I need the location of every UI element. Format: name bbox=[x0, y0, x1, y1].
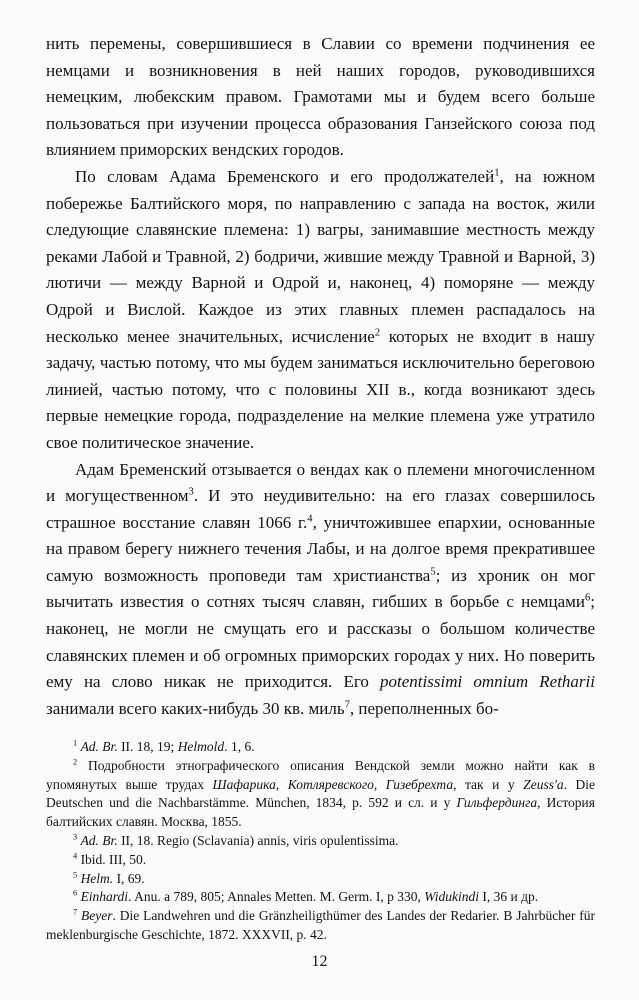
footnote-marker: 2 bbox=[73, 757, 78, 767]
footnote: $^7$ Beyer. Die Landwehren und die Gränzheiligthümer des Landes der Redarier. В Jahrbücher für meklenburgische Geschichte, 1872. XXXVII, p. 42. bbox=[46, 907, 596, 942]
footnote-marker: 5 bbox=[73, 870, 78, 880]
footnote-marker: 5 bbox=[430, 566, 436, 578]
footnote-marker: 2 bbox=[374, 326, 381, 338]
footnote-marker: 7 bbox=[344, 699, 350, 711]
footnote-marker: 3 bbox=[188, 486, 194, 498]
paragraph: По словам Адама Бременского и его продолжателей$^1$, на южном побережье Балтийского моря, по направлению с запада на восток, жили следующие славянские племена: 1) вагры, занимавшие местность между реками Лабой и Травной, 2) бодричи, жившие между Травной и Варной, 3) лютичи — между Варной и Одрой и, наконец, 4) поморяне — между Одрой и Вислой. Каждое из этих главных племен распадалось на несколько менее значительных, исчисление$^2$ которых не входит в нашу задачу, частью потому, что мы будем заниматься исключительно береговою линией, частью потому, что с половины XII в., когда возникают здесь первые немецкие города, подразделение на мелкие племена уже утратило свое политическое значение. bbox=[46, 166, 596, 452]
body-text bbox=[46, 31, 595, 722]
footnote-marker: 6 bbox=[73, 888, 78, 898]
footnote: $^1$ Ad. Br. II. 18, 19; Helmold. 1, 6. bbox=[73, 738, 255, 754]
footnote: $^3$ Ad. Br. II, 18. Regio (Sclavania) annis, viris opulentissima. bbox=[73, 832, 399, 848]
footnote: $^5$ Helm. I, 69. bbox=[73, 870, 145, 886]
footnote-marker: 7 bbox=[73, 907, 78, 917]
footnotes-section bbox=[46, 738, 595, 945]
footnote-marker: 4 bbox=[307, 513, 313, 525]
footnote: $^4$ Ibid. III, 50. bbox=[73, 851, 147, 867]
paragraph: нить перемены, совершившиеся в Славии со времени подчинения ее немцами и возникновения в ней наших городов, руководившихся немецким, любекским правом. Грамотами мы и будем всего больше пользоваться при изучении процесса образования Ганзейского союза под влиянием приморских вендских городов. bbox=[46, 34, 595, 160]
page-number: 12 bbox=[311, 953, 328, 970]
footnote-marker: 4 bbox=[73, 851, 78, 861]
footnote-marker: 1 bbox=[73, 738, 78, 748]
paragraph: Адам Бременский отзывается о вендах как о племени многочисленном и могущественном$^3$. И это неудивительно: на его глазах совершилось страшное восстание славян 1066 г.$^4$, уничтожившее епархии, основанные на правом берегу нижнего течения Лабы, и на долгое время прекратившее самую возможность проповеди там христианства$^5$; из хроник он мог вычитать известия о сотнях тысяч славян, гибших в борьбе с немцами$^6$; наконец, не могли не смущать его и рассказы о большом количестве славянских племен и об огромных приморских городах у них. Но поверить ему на слово никак не приходится. Его potentissimi omnium Retharii занимали всего каких-нибудь 30 кв. миль$^7$, переполненных бо- bbox=[46, 459, 595, 718]
footnote-marker: 3 bbox=[73, 832, 78, 842]
footnote-marker: 1 bbox=[494, 167, 500, 179]
footnote: $^6$ Einhardi. Anu. a 789, 805; Annales Metten. M. Germ. I, p 330, Widukindi I, 36 и др. bbox=[73, 888, 539, 905]
footnote: $^2$ Подробности этнографического описания Вендской земли можно найти как в упомянутых выше трудах Шафарика, Котляревского, Гизебрехта, так и у Zeuss'a. Die Deutschen und die Nachbarstämme. München, 1834, p. 592 и сл. и у Гильфердинга, История балтийских славян. Москва, 1855. bbox=[46, 757, 595, 830]
footnote-marker: 6 bbox=[585, 592, 591, 604]
